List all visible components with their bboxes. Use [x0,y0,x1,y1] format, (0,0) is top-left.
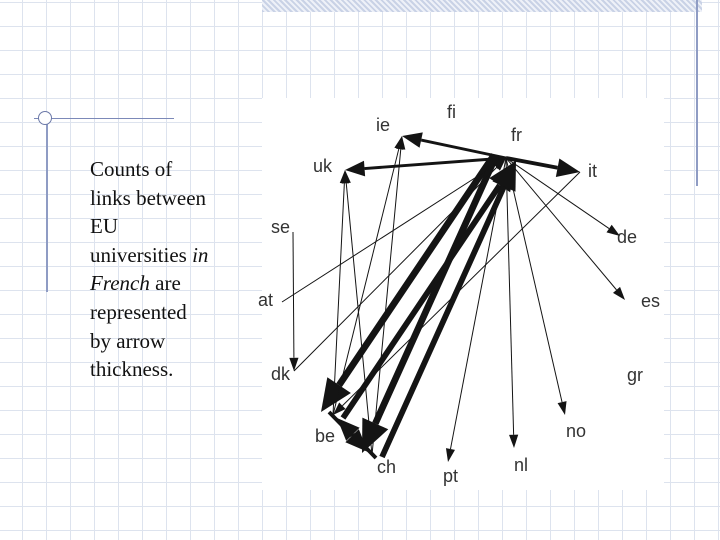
arrowhead [321,377,351,412]
arrowhead [289,358,298,371]
caption-line: Counts of [90,157,173,181]
edge-fr-es [506,158,625,300]
arrowhead [558,401,567,415]
node-label-se: se [271,217,291,237]
node-label-pt: pt [443,466,459,486]
caption-emphasis: French [90,271,150,296]
edge-line [293,232,294,358]
edge-fr-it [506,158,580,177]
edge-line [343,185,500,418]
arrowhead [345,161,365,177]
labels-layer [258,102,660,486]
node-label-es: es [641,291,661,311]
node-label-de: de [617,227,638,247]
edge-fr-no [506,158,567,415]
caption-line: represented [90,299,187,324]
node-label-ch: ch [377,457,397,477]
arrowhead [402,132,423,147]
edge-line [506,158,562,402]
node-label-no: no [566,421,587,441]
caption-line: EU [90,214,118,239]
node-label-uk: uk [313,156,333,176]
caption-line: by arrow [90,328,166,353]
node-label-ie: ie [376,115,391,135]
arrowhead [509,435,518,448]
edge-line [333,149,399,415]
node-label-nl: nl [514,455,529,475]
caption-line: links between [90,185,207,210]
edge-line [506,158,514,435]
node-label-fi: fi [447,102,456,122]
node-label-gr: gr [627,365,644,385]
caption-emphasis: in [192,242,209,267]
edge-ch-fr [382,160,516,457]
edge-se-dk [289,232,298,371]
caption-line: are [149,271,181,296]
edge-line [506,158,617,290]
node-label-be: be [315,426,336,446]
arrowhead [556,159,580,177]
caption-line: universities [90,242,193,267]
edge-line [375,156,496,423]
node-label-at: at [258,290,274,310]
caption-line: thickness. [90,357,174,382]
edges-layer [282,132,625,462]
node-label-it: it [588,161,597,181]
edge-dk-fr [294,158,506,371]
node-label-dk: dk [271,364,291,384]
edge-line [346,183,372,455]
node-label-fr: fr [511,125,522,145]
arrowhead [446,448,455,462]
arrowhead [613,287,625,300]
edge-fr-ch [362,156,496,453]
edge-fr-ie [402,132,506,158]
